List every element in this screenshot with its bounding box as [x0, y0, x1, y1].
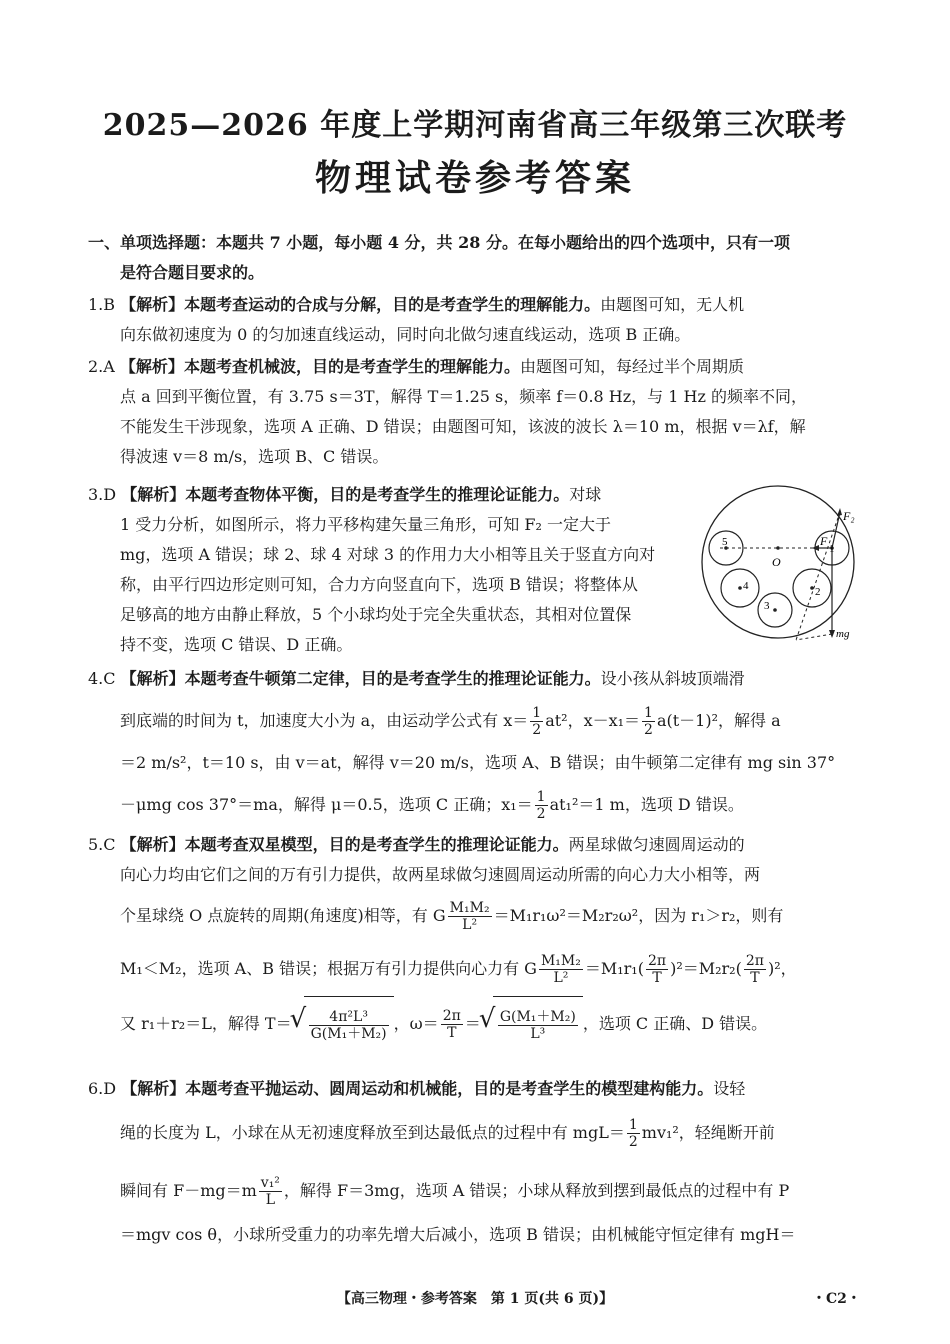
label-ball-2: 2 — [815, 586, 821, 598]
document-subtitle: 物理试卷参考答案 — [314, 157, 635, 199]
answer-letter: D — [103, 485, 117, 504]
fraction-half: $\frac{1}{2}$ — [644, 705, 653, 738]
answer-item-1: 1.B 【解析】本题考查运动的合成与分解，目的是考查学生的理解能力。由题图可知，无人机 向东做初速度为 0 的匀加速直线运动，同时向北做匀速直线运动，选项 B 正确。 — [88, 295, 745, 344]
answer-letter: C — [103, 669, 116, 688]
label-ball-3: 3 — [764, 600, 770, 612]
answer-item-2: 2.A 【解析】本题考查机械波，目的是考查学生的理解能力。由题图可知，每经过半个周期质 点 a 回到平衡位置，有 3.75 s＝3T，解得 T＝1.25 s，频率 f＝0.8 Hz，与 1 Hz 的频率不同， 不能发生干涉现象，选项 A 正确、D 错误；由题图可知，该波的波长 λ＝10 m，根据 v＝λf，解 得波速 v＝8 m/s，选项 B、C 错误。 — [88, 357, 807, 466]
label-f: F — [820, 534, 828, 548]
label-mg: mg — [836, 628, 850, 640]
sqrt-expression: √ $\frac{\text{G(M₁＋M₂)}}{\text{L³}}$ — [493, 996, 583, 1053]
label-ball-1: 1 — [829, 543, 835, 555]
exam-title: 2025—2026 年度上学期河南省高三年级第三次联考 — [102, 108, 848, 143]
answer-item-3: 3.D 【解析】本题考查物体平衡，目的是考查学生的推理论证能力。对球 1 受力分析，如图所示，将力平移构建矢量三角形，可知 F₂ 一定大于 mg，选项 A 错误；球 2、球 4 对球 3 的作用力大小相等且关于竖直方向对 称，由平行四边形定则可知，合力方向竖直向下，选项 B 错误；将整体从 足够高的地方由静止释放，5 个小球均处于完全失重状态，其相对位置保 持不变，选项 C 错误、D 正确。 — [88, 485, 656, 654]
fraction-half: $\frac{1}{2}$ — [532, 705, 542, 738]
section-heading: 一、单项选择题：本题共 7 小题，每小题 4 分，共 28 分。在每小题给出的四个选项中，只有一项 是符合题目要求的。 — [88, 233, 790, 282]
answer-item-4: 4.C 【解析】本题考查牛顿第二定律，目的是考查学生的推理论证能力。设小孩从斜坡顶端滑 到底端的时间为 t，加速度大小为 a，由运动学公式有 x＝ $\frac{1}{2}$ at²，x－x₁＝ $\frac{1}{2}$ a(t－1)²，解得 a ＝2 m/s²，t＝10 s，由 v＝at，解得 v＝20 m/s，选项 A、B 错误；由牛顿第二定律有 mg sin 37° －μmg cos 37°＝ma，解得 μ＝0.5，选项 C 正确；x₁＝ $\frac{1}{2}$ at₁²＝1 m，选项 D 错误。 — [88, 669, 836, 822]
exam-code: ・C2・ — [812, 1291, 861, 1307]
answer-letter: A — [103, 357, 115, 376]
label-o: O — [772, 555, 781, 569]
answer-item-5: 5.C 【解析】本题考查双星模型，目的是考查学生的推理论证能力。两星球做匀速圆周运动的 向心力均由它们之间的万有引力提供，故两星球做匀速圆周运动所需的向心力大小相等，两 个星球绕 O 点旋转的周期(角速度)相等，有 G $\frac{\text{M₁M₂}}{\text{L²}}$ ＝M₁r₁ω²＝M₂r₂ω²，因为 r₁＞r₂，则有 M₁＜M₂，选项 A、B 错误；根据万有引力提供向心力有 G $\frac{\text{M₁M₂}}{\text{L²}}$ ＝M₁r₁( $\frac{2\pi}{T}$ )²＝M₂r₂( $\frac{2\pi}{T}$ )²， 又 r₁＋r₂＝L，解得 T＝ √ $\frac{\text{4π²L³}}{\text{G(M₁＋M₂)}}$ ，ω＝ $\frac{2\pi}{T}$ ＝ √ $\frac{\text{G(M₁＋M₂)}}{\text{L³}}$ ，选项 C 正确、D 错误。 — [88, 830, 892, 1053]
answer-letter: C — [103, 835, 116, 854]
label-ball-4: 4 — [743, 580, 749, 592]
label-ball-5: 5 — [722, 536, 728, 548]
answer-letter: D — [103, 1079, 117, 1098]
answer-item-6: 6.D 【解析】本题考查平抛运动、圆周运动和机械能，目的是考查学生的模型建构能力。设轻 绳的长度为 L，小球在从无初速度释放至到达最低点的过程中有 mgL＝ $\frac{1}{2}$ mv₁²，轻绳断开前 瞬间有 F－mg＝m $\frac{\text{v₁²}}{L}$ ，解得 F＝3mg，选项 A 错误；小球从释放到摆到最低点的过程中有 P ＝mgv cos θ，小球所受重力的功率先增大后减小，选项 B 错误；由机械能守恒定律有 mgH＝ — [88, 1079, 796, 1244]
label-f2: F₂ — [843, 509, 855, 523]
answer-letter: B — [103, 295, 116, 314]
page-footer: 【高三物理・参考答案 第 1 页(共 6 页)】 — [336, 1291, 614, 1307]
center-point — [776, 546, 780, 550]
balls-force-diagram — [700, 482, 860, 652]
sqrt-expression: √ $\frac{\text{4π²L³}}{\text{G(M₁＋M₂)}}$ — [304, 996, 394, 1053]
fraction-half: $\frac{1}{2}$ — [536, 789, 546, 822]
